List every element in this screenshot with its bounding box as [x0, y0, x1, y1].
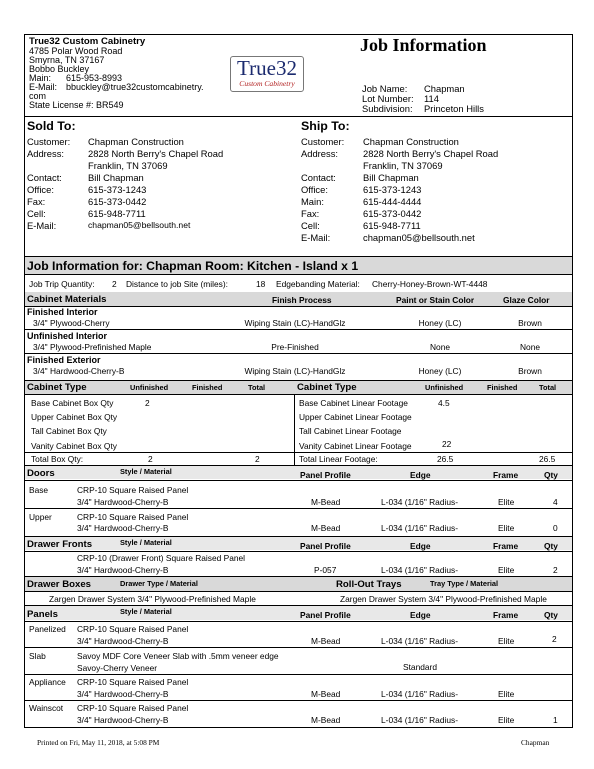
column-divider: [294, 394, 295, 465]
ship-main-label: Main:: [301, 196, 324, 207]
panel-profile: M-Bead: [311, 715, 341, 725]
divider: [24, 274, 573, 275]
panel-frame: Elite: [498, 636, 515, 646]
company-address-line2: Smyrna, TN 37167: [29, 55, 105, 65]
lot-number-label: Lot Number:: [362, 93, 414, 104]
ship-address-line1: 2828 North Berry's Chapel Road: [363, 148, 499, 159]
edge-header: Edge: [410, 541, 431, 551]
frame-header: Frame: [493, 541, 519, 551]
door-type-label: Base: [29, 485, 49, 495]
qty-header: Qty: [544, 541, 558, 551]
ship-cell: 615-948-7711: [363, 220, 421, 231]
ship-cell-label: Cell:: [301, 220, 320, 231]
door-qty: 0: [553, 523, 558, 533]
linear-footage-label: Upper Cabinet Linear Footage: [299, 412, 412, 422]
distance-label: Distance to job Site (miles):: [126, 279, 228, 289]
drawer-front-frame: Elite: [498, 565, 515, 575]
company-email-continued: com: [29, 91, 47, 101]
style-material-header: Style / Material: [120, 538, 172, 547]
finish-process-header: Finish Process: [272, 295, 332, 305]
col-unfinished: Unfinished: [130, 383, 169, 392]
linear-footage-label: Vanity Cabinet Linear Footage: [299, 441, 412, 451]
edge-header: Edge: [410, 610, 431, 620]
divider: [24, 306, 573, 307]
door-edge: L-034 (1/16" Radius-: [381, 523, 458, 533]
linear-footage-unfinished: 4.5: [438, 398, 450, 408]
materials-group-label: Finished Interior: [27, 307, 98, 317]
panel-style: CRP-10 Square Raised Panel: [77, 677, 189, 687]
panel-material: 3/4" Hardwood-Cherry-B: [77, 715, 169, 725]
panels-header-band: [25, 606, 572, 620]
finish-process-value: Wiping Stain (LC)-HandGlz: [244, 366, 346, 376]
job-name-value: Chapman: [424, 83, 465, 94]
materials-group-label: Finished Exterior: [27, 355, 101, 365]
col-unfinished: Unfinished: [425, 383, 464, 392]
sold-address-label: Address:: [27, 148, 64, 159]
drawer-front-material: 3/4" Hardwood-Cherry-B: [77, 565, 169, 575]
doors-header-band: [25, 466, 572, 479]
company-license: State License #: BR549: [29, 100, 124, 110]
ship-customer-label: Customer:: [301, 136, 345, 147]
finish-process-value: Pre-Finished: [271, 342, 319, 352]
door-frame: Elite: [498, 497, 515, 507]
divider: [24, 647, 573, 648]
panel-qty: 1: [553, 715, 558, 725]
cabinet-type-left-header: Cabinet Type: [27, 382, 87, 393]
divider: [24, 353, 573, 354]
lot-number-value: 114: [424, 93, 439, 104]
panel-edge: Standard: [403, 662, 437, 672]
panel-material: 3/4" Hardwood-Cherry-B: [77, 636, 169, 646]
footer-job-name: Chapman: [521, 738, 550, 747]
panel-frame: Elite: [498, 715, 515, 725]
total-footage-unfinished: 26.5: [437, 454, 454, 464]
divider: [24, 674, 573, 675]
ship-office-label: Office:: [301, 184, 328, 195]
door-profile: M-Bead: [311, 497, 341, 507]
company-contact: Bobbo Buckley: [29, 64, 90, 74]
logo-wordmark: True32: [237, 56, 297, 80]
door-style: CRP-10 Square Raised Panel: [77, 485, 189, 495]
panel-type-label: Slab: [29, 651, 46, 661]
panel-style: CRP-10 Square Raised Panel: [77, 703, 189, 713]
subdivision-label: Subdivision:: [362, 103, 413, 114]
ship-fax: 615-373-0442: [363, 208, 422, 219]
divider: [24, 452, 573, 453]
divider: [24, 508, 573, 509]
material-value: 3/4" Plywood-Prefinished Maple: [33, 342, 152, 352]
ship-customer: Chapman Construction: [363, 136, 459, 147]
cabinet-type-right-header: Cabinet Type: [297, 382, 357, 393]
panel-edge: L-034 (1/16" Radius-: [381, 689, 458, 699]
door-profile: M-Bead: [311, 523, 341, 533]
linear-footage-unfinished: 22: [442, 439, 452, 449]
total-footage-total: 26.5: [539, 454, 556, 464]
trip-quantity-label: Job Trip Quantity:: [29, 279, 95, 289]
sold-email-label: E-Mail:: [27, 220, 57, 231]
doors-heading: Doors: [27, 468, 55, 479]
door-type-label: Upper: [29, 512, 52, 522]
drawer-fronts-header-band: [25, 537, 572, 550]
panel-qty: 2: [552, 634, 557, 644]
linear-footage-label: Tall Cabinet Linear Footage: [299, 426, 402, 436]
sold-address-line1: 2828 North Berry's Chapel Road: [88, 148, 224, 159]
material-value: 3/4" Hardwood-Cherry-B: [33, 366, 125, 376]
sold-cell: 615-948-7711: [88, 208, 146, 219]
distance-value: 18: [256, 279, 266, 289]
cabinet-qty-label: Tall Cabinet Box Qty: [31, 426, 107, 436]
tray-type-header: Tray Type / Material: [430, 579, 499, 588]
sold-address-line2: Franklin, TN 37069: [88, 160, 168, 171]
sold-cell-label: Cell:: [27, 208, 46, 219]
ship-office: 615-373-1243: [363, 184, 422, 195]
edgebanding-value: Cherry-Honey-Brown-WT-4448: [372, 279, 488, 289]
divider: [24, 394, 573, 395]
qty-header: Qty: [544, 610, 558, 620]
frame-header: Frame: [493, 470, 519, 480]
panel-type-label: Appliance: [29, 677, 66, 687]
drawer-front-qty: 2: [553, 565, 558, 575]
paint-color-value: Honey (LC): [418, 366, 462, 376]
qty-header: Qty: [544, 470, 558, 480]
company-name: True32 Custom Cabinetry: [29, 36, 146, 47]
edge-header: Edge: [410, 470, 431, 480]
ship-fax-label: Fax:: [301, 208, 320, 219]
panel-material: 3/4" Hardwood-Cherry-B: [77, 689, 169, 699]
drawer-box-value: Zargen Drawer System 3/4" Plywood-Prefinished Maple: [49, 594, 256, 604]
glaze-color-value: None: [519, 342, 541, 352]
materials-group-label: Unfinished Interior: [27, 331, 108, 341]
door-style: CRP-10 Square Raised Panel: [77, 512, 189, 522]
ship-contact: Bill Chapman: [363, 172, 419, 183]
ship-address-label: Address:: [301, 148, 338, 159]
divider: [24, 329, 573, 330]
panel-profile: M-Bead: [311, 636, 341, 646]
ship-email-label: E-Mail:: [301, 232, 331, 243]
sold-fax: 615-373-0442: [88, 196, 147, 207]
panel-profile-header: Panel Profile: [300, 610, 351, 620]
panel-material: Savoy-Cherry Veneer: [77, 663, 158, 673]
sold-office: 615-373-1243: [88, 184, 147, 195]
company-main-phone: 615-953-8993: [66, 73, 123, 83]
drawer-front-style: CRP-10 (Drawer Front) Square Raised Panel: [77, 553, 246, 563]
sold-office-label: Office:: [27, 184, 54, 195]
panel-profile-header: Panel Profile: [300, 541, 351, 551]
divider: [24, 116, 573, 117]
col-total: Total: [539, 383, 557, 392]
sold-email: chapman05@bellsouth.net: [88, 220, 191, 230]
panels-heading: Panels: [27, 609, 58, 620]
door-material: 3/4" Hardwood-Cherry-B: [77, 497, 169, 507]
materials-header: Cabinet Materials: [27, 294, 107, 305]
cabinet-qty-label: Upper Cabinet Box Qty: [31, 412, 118, 422]
ship-contact-label: Contact:: [301, 172, 336, 183]
job-info-heading: Job Information for: Chapman Room: Kitchen - Island x 1: [27, 259, 359, 273]
job-name-label: Job Name:: [362, 83, 408, 94]
sold-customer: Chapman Construction: [88, 136, 184, 147]
sold-customer-label: Customer:: [27, 136, 71, 147]
company-email-label: E-Mail:: [29, 82, 58, 92]
company-logo: [230, 56, 304, 92]
edgebanding-label: Edgebanding Material:: [276, 279, 360, 289]
divider: [24, 621, 573, 622]
divider: [24, 700, 573, 701]
drawer-type-header: Drawer Type / Material: [120, 579, 198, 588]
style-material-header: Style / Material: [120, 467, 172, 476]
sold-to-heading: Sold To:: [27, 119, 76, 133]
panel-style: CRP-10 Square Raised Panel: [77, 624, 189, 634]
linear-footage-label: Base Cabinet Linear Footage: [299, 398, 408, 408]
panel-profile-header: Panel Profile: [300, 470, 351, 480]
panel-edge: L-034 (1/16" Radius-: [381, 715, 458, 725]
total-linear-footage-label: Total Linear Footage:: [299, 454, 378, 464]
company-email: bbuckley@true32customcabinetry.: [66, 82, 204, 92]
col-finished: Finished: [487, 383, 518, 392]
divider: [24, 551, 573, 552]
material-value: 3/4" Plywood-Cherry: [33, 318, 110, 328]
frame-header: Frame: [493, 610, 519, 620]
logo-tagline: Custom Cabinetry: [239, 79, 295, 88]
drawer-fronts-heading: Drawer Fronts: [27, 539, 93, 550]
company-main-label: Main:: [29, 73, 52, 83]
cabinet-qty-label: Vanity Cabinet Box Qty: [31, 441, 117, 451]
total-box-unfinished: 2: [148, 454, 153, 464]
panel-type-label: Panelized: [29, 624, 66, 634]
rollout-tray-value: Zargen Drawer System 3/4" Plywood-Prefinished Maple: [340, 594, 547, 604]
glaze-color-header: Glaze Color: [503, 295, 550, 305]
page-title: Job Information: [360, 35, 487, 55]
subdivision-value: Princeton Hills: [424, 103, 484, 114]
drawer-front-edge: L-034 (1/16" Radius-: [381, 565, 458, 575]
door-material: 3/4" Hardwood-Cherry-B: [77, 523, 169, 533]
trip-quantity: 2: [112, 279, 117, 289]
glaze-color-value: Brown: [518, 318, 542, 328]
ship-to-heading: Ship To:: [301, 119, 350, 133]
company-address-line1: 4785 Polar Wood Road: [29, 46, 123, 56]
cabinet-qty-unfinished: 2: [145, 398, 150, 408]
glaze-color-value: Brown: [518, 366, 542, 376]
panel-frame: Elite: [498, 689, 515, 699]
sold-fax-label: Fax:: [27, 196, 46, 207]
paint-color-header: Paint or Stain Color: [396, 295, 475, 305]
printed-timestamp: Printed on Fri, May 11, 2018, at 5:08 PM: [37, 738, 160, 747]
paint-color-value: Honey (LC): [418, 318, 462, 328]
sold-contact-label: Contact:: [27, 172, 62, 183]
sold-contact: Bill Chapman: [88, 172, 144, 183]
drawer-boxes-heading: Drawer Boxes: [27, 579, 91, 590]
total-box-qty-label: Total Box Qty:: [31, 454, 84, 464]
style-material-header: Style / Material: [120, 607, 172, 616]
col-finished: Finished: [192, 383, 223, 392]
divider: [24, 480, 573, 481]
panel-type-label: Wainscot: [29, 703, 64, 713]
panel-profile: M-Bead: [311, 689, 341, 699]
cabinet-qty-label: Base Cabinet Box Qty: [31, 398, 114, 408]
panel-edge: L-034 (1/16" Radius-: [381, 636, 458, 646]
door-edge: L-034 (1/16" Radius-: [381, 497, 458, 507]
ship-main: 615-444-4444: [363, 196, 422, 207]
panel-style: Savoy MDF Core Veneer Slab with .5mm veneer edge: [77, 651, 279, 661]
door-frame: Elite: [498, 523, 515, 533]
divider: [24, 591, 573, 592]
drawer-front-profile: P-057: [314, 565, 337, 575]
paint-color-value: None: [429, 342, 451, 352]
door-qty: 4: [553, 497, 558, 507]
ship-address-line2: Franklin, TN 37069: [363, 160, 443, 171]
rollout-trays-heading: Roll-Out Trays: [336, 579, 402, 590]
total-box-total: 2: [255, 454, 260, 464]
col-total: Total: [248, 383, 266, 392]
ship-email: chapman05@bellsouth.net: [363, 232, 475, 243]
finish-process-value: Wiping Stain (LC)-HandGlz: [244, 318, 346, 328]
